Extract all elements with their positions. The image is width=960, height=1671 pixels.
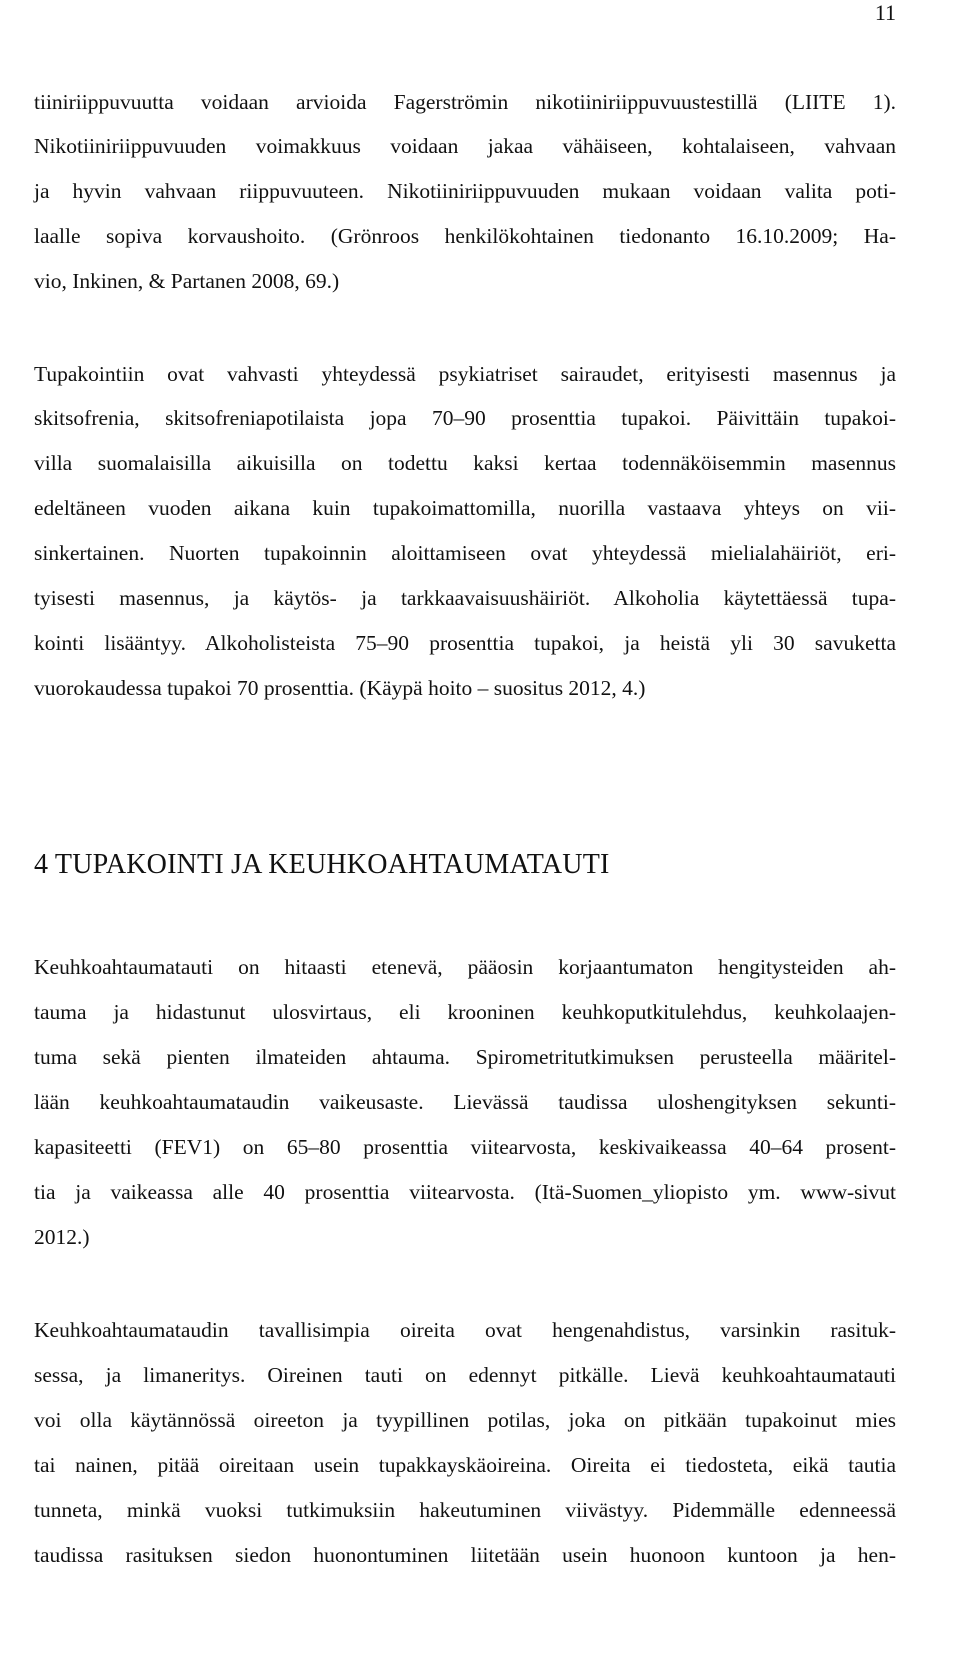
text-line: ja hyvin vahvaan riippuvuuteen. Nikotiiniriippuvuuden mukaan voidaan valita poti- bbox=[34, 179, 896, 203]
text-line: tiiniriippuvuutta voidaan arvioida Fagerströmin nikotiiniriippuvuustestillä (LIITE 1). bbox=[34, 90, 896, 114]
text-line: kointi lisääntyy. Alkoholisteista 75–90 prosenttia tupakoi, ja heistä yli 30 savuketta bbox=[34, 631, 896, 655]
text-line: tauma ja hidastunut ulosvirtaus, eli krooninen keuhkoputkitulehdus, keuhkolaajen- bbox=[34, 1000, 896, 1024]
text-line: vuorokaudessa tupakoi 70 prosenttia. (Käypä hoito – suositus 2012, 4.) bbox=[34, 676, 646, 700]
text-line: tai nainen, pitää oireitaan usein tupakkayskäoireina. Oireita ei tiedosteta, eikä tautia bbox=[34, 1453, 896, 1477]
text-line: tyisesti masennus, ja käytös- ja tarkkaavaisuushäiriöt. Alkoholia käytettäessä tupa- bbox=[34, 586, 896, 610]
text-line: voi olla käytännössä oireeton ja tyypillinen potilas, joka on pitkään tupakoinut mies bbox=[34, 1408, 896, 1432]
text-line: villa suomalaisilla aikuisilla on todettu kaksi kertaa todennäköisemmin masennus bbox=[34, 451, 896, 475]
text-line: Tupakointiin ovat vahvasti yhteydessä psykiatriset sairaudet, erityisesti masennus ja bbox=[34, 362, 896, 386]
page-number: 11 bbox=[874, 0, 896, 25]
text-line: sessa, ja limaneritys. Oireinen tauti on edennyt pitkälle. Lievä keuhkoahtaumatauti bbox=[34, 1363, 896, 1387]
text-line: Keuhkoahtaumataudin tavallisimpia oireita ovat hengenahdistus, varsinkin rasituk- bbox=[34, 1318, 896, 1342]
text-line: 2012.) bbox=[34, 1225, 90, 1249]
text-line: vio, Inkinen, & Partanen 2008, 69.) bbox=[34, 269, 340, 293]
text-line: tuma sekä pienten ilmateiden ahtauma. Spirometritutkimuksen perusteella määritel- bbox=[34, 1045, 896, 1069]
text-line: lään keuhkoahtaumataudin vaikeusaste. Lievässä taudissa uloshengityksen sekunti- bbox=[34, 1090, 896, 1114]
text-line: tia ja vaikeassa alle 40 prosenttia viitearvosta. (Itä-Suomen_yliopisto ym. www-sivut bbox=[34, 1180, 896, 1204]
text-line: laalle sopiva korvaushoito. (Grönroos henkilökohtainen tiedonanto 16.10.2009; Ha- bbox=[34, 224, 896, 248]
text-line: skitsofrenia, skitsofreniapotilaista jopa 70–90 prosenttia tupakoi. Päivittäin tupakoi- bbox=[34, 406, 896, 430]
text-line: Keuhkoahtaumatauti on hitaasti etenevä, pääosin korjaantumaton hengitysteiden ah- bbox=[34, 955, 896, 979]
text-line: taudissa rasituksen siedon huonontuminen liitetään usein huonoon kuntoon ja hen- bbox=[34, 1543, 896, 1567]
text-line: edeltäneen vuoden aikana kuin tupakoimattomilla, nuorilla vastaava yhteys on vii- bbox=[34, 496, 896, 520]
section-heading: 4 TUPAKOINTI JA KEUHKOAHTAUMATAUTI bbox=[34, 849, 610, 880]
text-line: Nikotiiniriippuvuuden voimakkuus voidaan jakaa vähäiseen, kohtalaiseen, vahvaan bbox=[34, 134, 896, 158]
text-line: sinkertainen. Nuorten tupakoinnin aloittamiseen ovat yhteydessä mielialahäiriöt, eri- bbox=[34, 541, 896, 565]
text-line: tunneta, minkä vuoksi tutkimuksiin hakeutuminen viivästyy. Pidemmälle edenneessä bbox=[34, 1498, 896, 1522]
text-line: kapasiteetti (FEV1) on 65–80 prosenttia viitearvosta, keskivaikeassa 40–64 prosent- bbox=[34, 1135, 896, 1159]
